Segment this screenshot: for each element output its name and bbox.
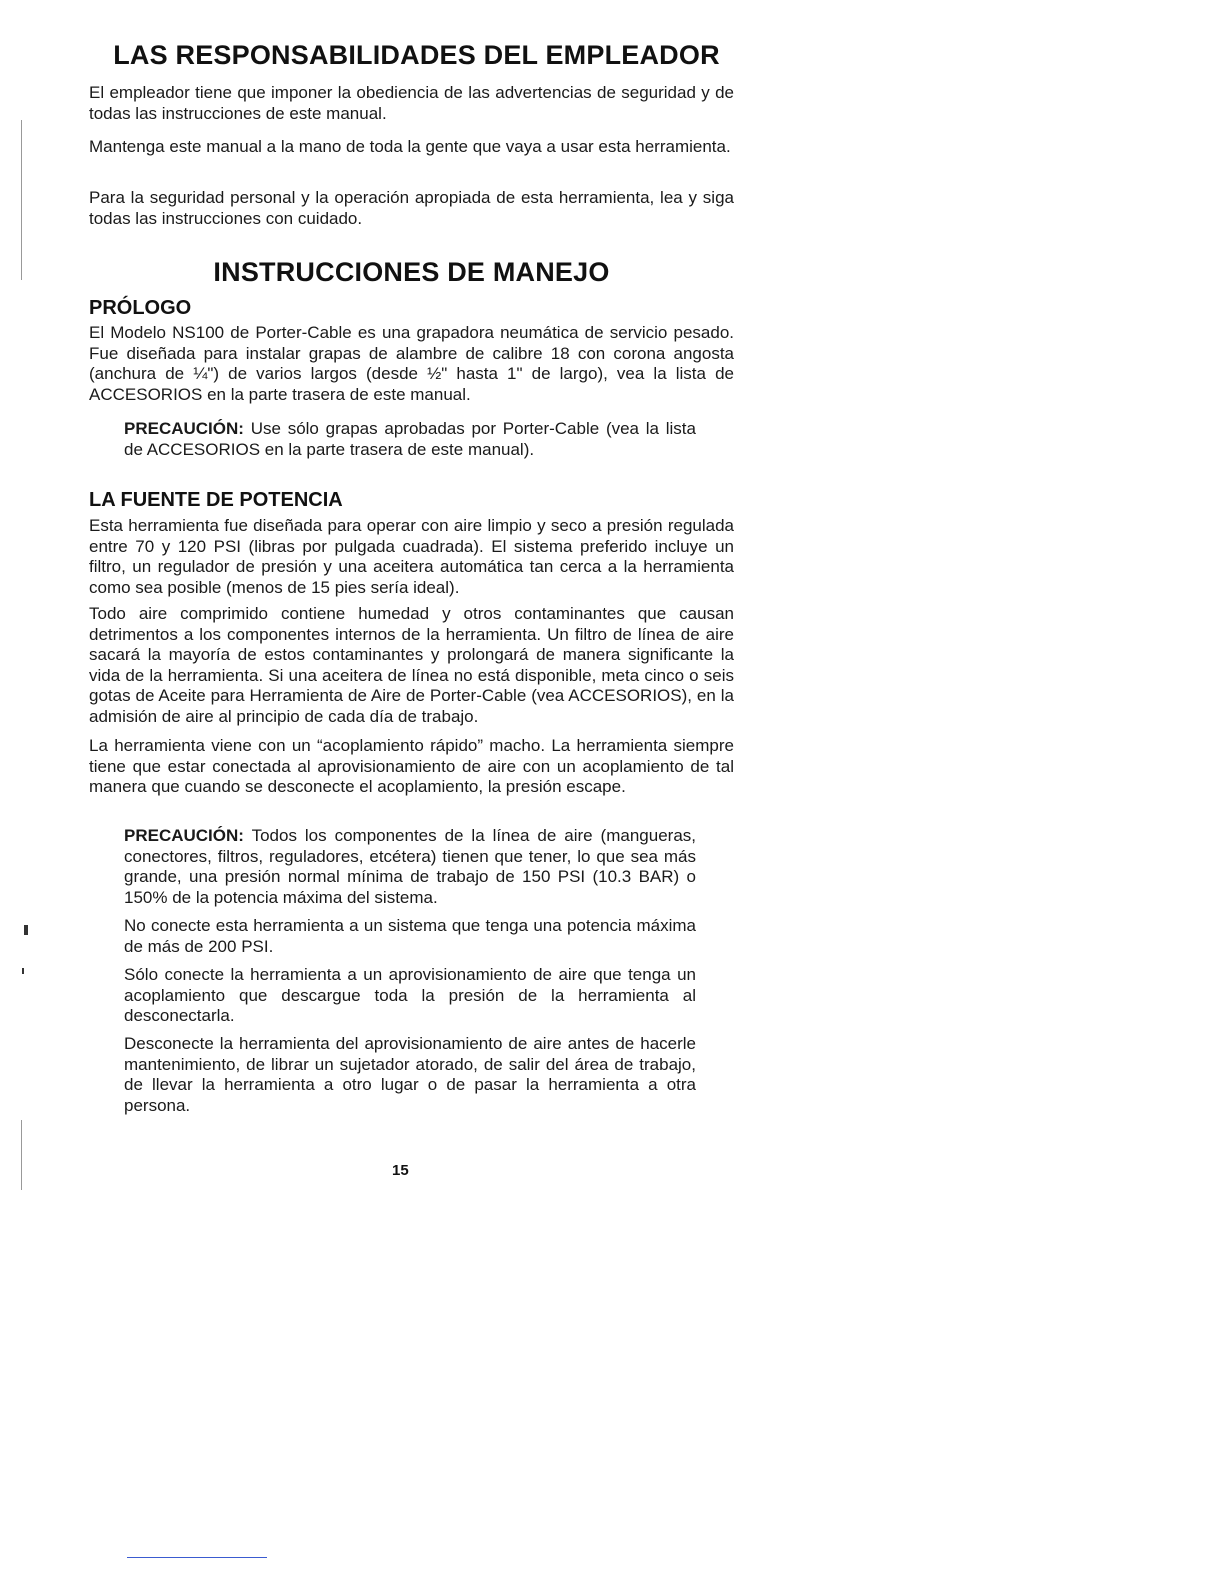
employer-paragraph-1: El empleador tiene que imponer la obediencia de las advertencias de seguridad y de todas las instrucciones de este manual. xyxy=(89,83,734,123)
employer-responsibilities-title: LAS RESPONSABILIDADES DEL EMPLEADOR xyxy=(113,40,720,70)
employer-paragraph-3: Para la seguridad personal y la operación apropiada de esta herramienta, lea y siga todas las instrucciones con cuidado. xyxy=(89,188,734,228)
prologue-paragraph: El Modelo NS100 de Porter-Cable es una grapadora neumática de servicio pesado. Fue diseñada para instalar grapas de alambre de calibre 18 con corona angosta (anchura de ¼") de varios largos (desde ½" hasta 1" de largo), vea la lista de ACCESORIOS en la parte trasera de este manual. xyxy=(89,323,734,404)
air-line-caution xyxy=(124,826,696,908)
caution-label: PRECAUCIÓN: xyxy=(124,419,244,438)
prologue-caution xyxy=(124,419,696,460)
scan-margin-line-lower xyxy=(21,1120,22,1190)
power-source-paragraph-3: La herramienta viene con un “acoplamiento rápido” macho. La herramienta siempre tiene que estar conectada al aprovisionamiento de aire con un acoplamiento de tal manera que cuando se desconecte el acoplamiento, la presión escape. xyxy=(89,736,734,796)
employer-paragraph-2: Mantenga este manual a la mano de toda la gente que vaya a usar esta herramienta. xyxy=(89,137,731,156)
scan-mark xyxy=(24,925,28,935)
caution-item-1: No conecte esta herramienta a un sistema que tenga una potencia máxima de más de 200 PSI. xyxy=(124,916,696,956)
prologue-heading: PRÓLOGO xyxy=(89,297,192,319)
caution-text-2: Todos los componentes de la línea de aire (mangueras, conectores, filtros, reguladores, etcétera) tienen que tener, lo que sea más grande, una presión normal mínima de trabajo de 150 PSI (10.3 BAR) o 150% de la potencia máxima del sistema. xyxy=(124,826,696,907)
scan-margin-line xyxy=(21,120,22,280)
caution-item-2: Sólo conecte la herramienta a un aprovisionamiento de aire que tenga un acoplamiento que descargue toda la presión de la herramienta al desconectarla. xyxy=(124,965,696,1025)
caution-text: Use sólo grapas aprobadas por Porter-Cable (vea la lista de ACCESORIOS en la parte trasera de este manual). xyxy=(124,419,696,459)
operating-instructions-title: INSTRUCCIONES DE MANEJO xyxy=(213,257,610,287)
scan-mark-small xyxy=(22,968,24,974)
caution-item-3: Desconecte la herramienta del aprovisionamiento de aire antes de hacerle mantenimiento, de librar un sujetador atorado, de salir del área de trabajo, de llevar la herramienta a otro lugar o de pasar la herramienta a otra persona. xyxy=(124,1034,696,1115)
bottom-rule xyxy=(127,1557,267,1558)
power-source-heading: LA FUENTE DE POTENCIA xyxy=(89,489,343,511)
power-source-paragraph-2: Todo aire comprimido contiene humedad y otros contaminantes que causan detrimentos a los componentes internos de la herramienta. Un filtro de línea de aire sacará la mayoría de estos contaminantes y prolongará de manera significante la vida de la herramienta. Si una aceitera de línea no está disponible, meta cinco o seis gotas de Aceite para Herramienta de Aire de Porter-Cable (vea ACCESORIOS), en la admisión de aire al principio de cada día de trabajo. xyxy=(89,604,734,726)
caution-label-2: PRECAUCIÓN: xyxy=(124,826,244,845)
power-source-paragraph-1: Esta herramienta fue diseñada para operar con aire limpio y seco a presión regulada entre 70 y 120 PSI (libras por pulgada cuadrada). El sistema preferido incluye un filtro, un regulador de presión y una aceitera automática tan cerca a la herramienta como sea posible (menos de 15 pies sería ideal). xyxy=(89,516,734,597)
page-number: 15 xyxy=(392,1162,409,1179)
